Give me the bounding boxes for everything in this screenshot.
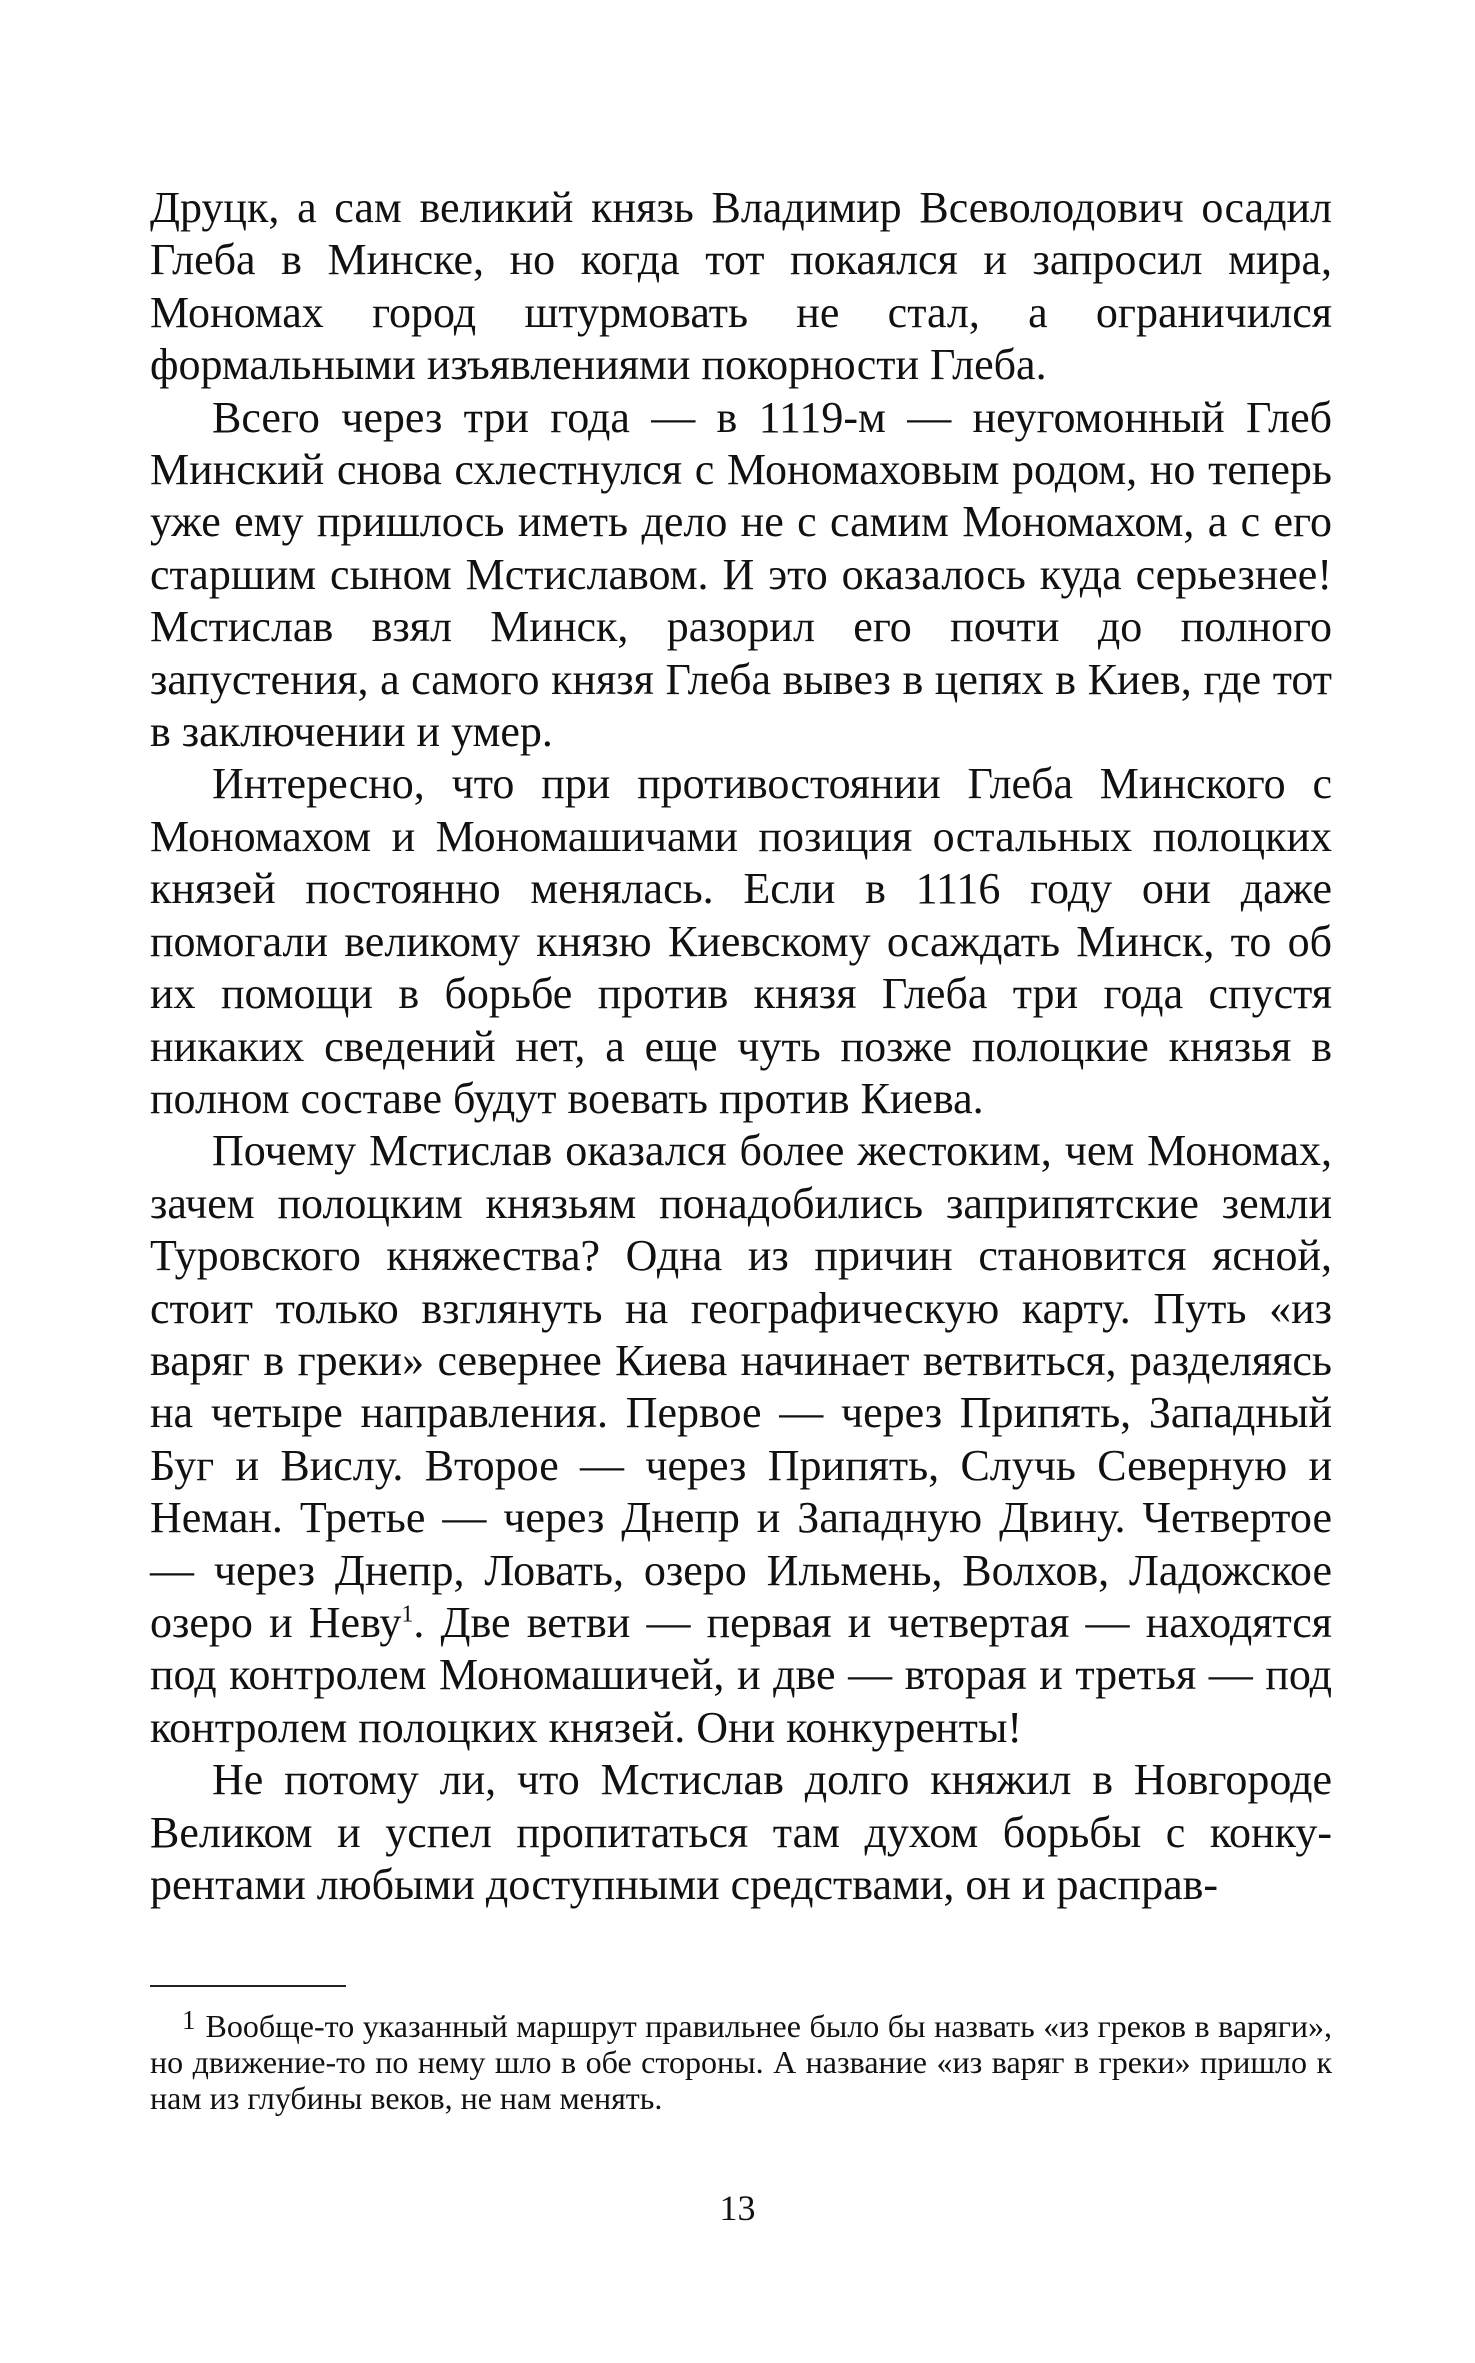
paragraph-4: [150, 1125, 1332, 1754]
footnote-divider: [150, 1985, 346, 1987]
paragraph-5: Не потому ли, что Мстислав долго княжил в Новгороде Великом и успел пропитаться там духом борьбы с конкурентами любыми доступными средствами, он и расправ-: [150, 1755, 1332, 1909]
paragraph-2: Всего через три года — в 1119-м — неугомонный Глеб Минский снова схлестнулся с Мономаховым родом, но теперь уже ему пришлось иметь дело не с самим Мономахом, а с его старшим сыном Мстиславом. И это оказалось куда серьезнее! Мстислав взял Минск, разорил его почти до полного запустения, а самого князя Глеба вывез в цепях в Киев, где тот в заключении и умер.: [150, 392, 1332, 757]
footnote-reference: 1: [401, 1601, 414, 1628]
paragraph-4-text-a: Почему Мстислав оказался более жестоким, чем Мономах, зачем полоцким князьям понадобились заприпятские земли Туровского княжества? Одна из причин становится ясной, стоит только взглянуть на географическую карту. Путь «из варяг в греки» севернее Киева начинает ветвиться, разделяясь на четыре направления. Первое — через Припять, Западный Буг и Вислу. Второе — через Припять, Случь Северную и Неман. Третье — через Днепр и Западную Двину. Четвертое — через Днепр, Ловать, озеро Ильмень, Волхов, Ладожское озеро и Неву: [150, 1126, 1332, 1647]
page-number: 13: [719, 2188, 756, 2228]
paragraph-1: Друцк, а сам великий князь Владимир Всеволодович осадил Глеба в Минске, но когда тот покаялся и запросил мира, Мономах город штурмовать не стал, а ограничился формальными изъявлениями покорности Глеба.: [150, 183, 1332, 390]
page-body: [150, 182, 1332, 1911]
footnote-text: Вообще-то указанный маршрут правильнее было бы назвать «из греков в варяги», но движение-то по нему шло в обе стороны. А название «из варяг в греки» пришло к нам из глубины веков, не нам менять.: [150, 2008, 1332, 2116]
footnote-number: 1: [182, 2005, 196, 2035]
main-text: [150, 182, 1332, 1911]
paragraph-4-text-b: . Две ветви — первая и четвертая — находятся под контролем Мономашичей, и две — вторая и третья — под контролем полоцких князей. Они конкуренты!: [150, 1597, 1332, 1752]
footnote: [150, 2005, 1332, 2116]
paragraph-3: Интересно, что при противостоянии Глеба Минского с Мономахом и Мономашичами позиция остальных полоцких князей постоянно менялась. Если в 1116 году они даже помогали великому князю Киевскому осаждать Минск, то об их помощи в борьбе против князя Глеба три года спустя никаких сведений нет, а еще чуть позже полоцкие князья в полном составе будут воевать против Киева.: [150, 759, 1332, 1123]
